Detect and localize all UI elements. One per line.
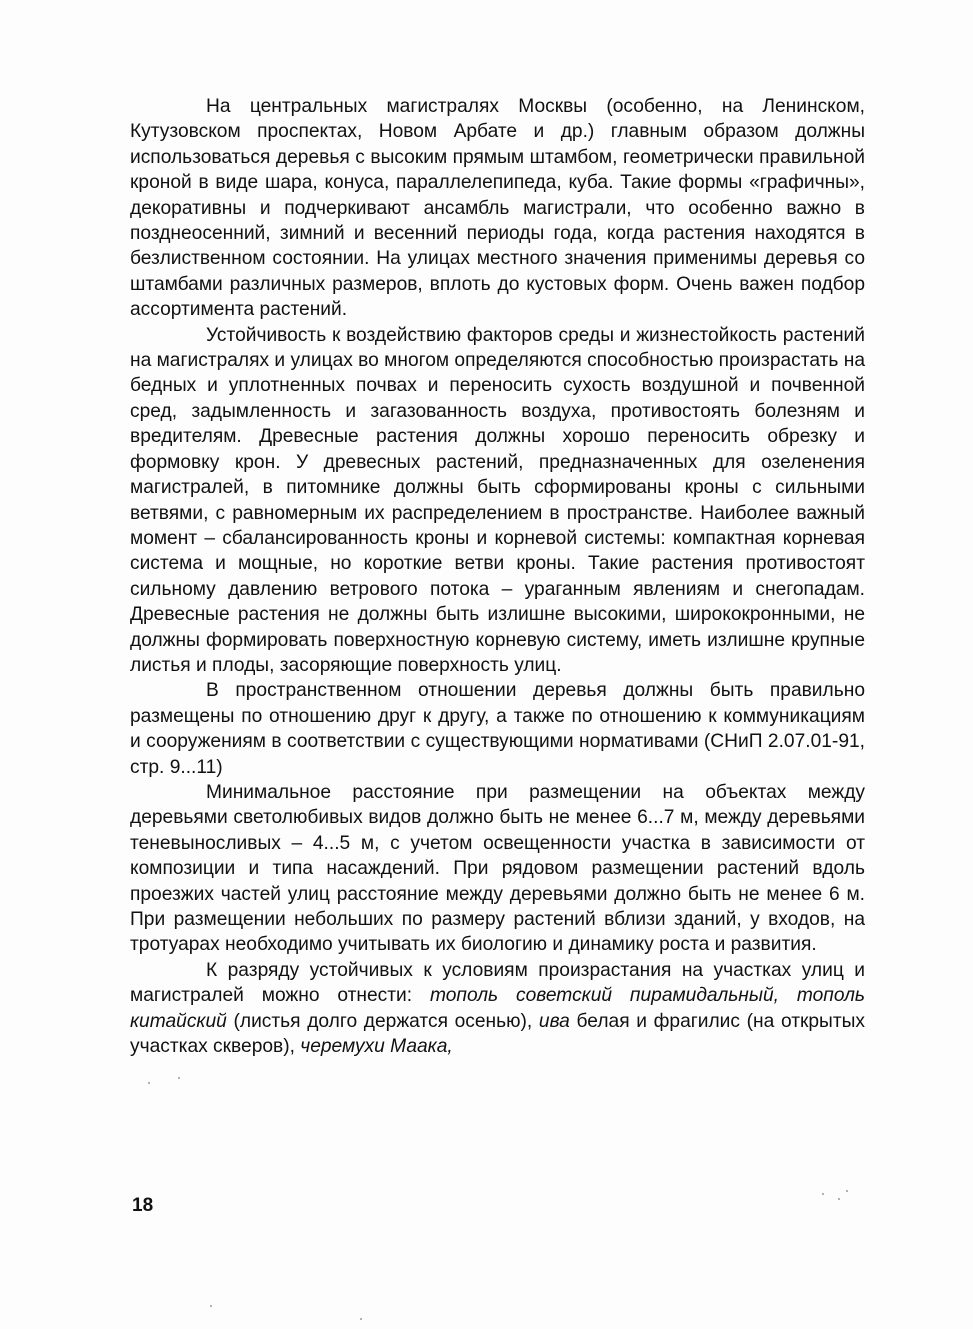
species-willow: ива	[538, 1010, 570, 1032]
paragraph-resistance: Устойчивость к воздействию факторов среды и жизнестойкость растений на магистралях и улицах во многом определяются способностью произрастать на бедных и уплотненных почвах и переносить сухость воздушной и почвенной сред, задымленность и загазованность воздуха, противостоять болезням и вредителям. Древесные растения должны хорошо переносить обрезку и формовку крон. У древесных растений, предназначенных для озеленения магистралей, в питомнике должны быть сформированы кроны с сильными ветвями, с равномерным их распределением в пространстве. Наиболее важный момент – сбалансированность кроны и корневой системы: компактная корневая система и мощные, но короткие ветви кроны. Такие растения противостоят сильному давлению ветрового потока – ураганным явлениям и снегопадам. Древесные растения не должны быть излишне высокими, ширококронными, не должны формировать поверхностную корневую систему, иметь излишне крупные листья и плоды, засоряющие поверхность улиц.	[130, 324, 865, 676]
species-intro-text: К разряду устойчивых к условиям произрастания на участках улиц и магистралей можно отнести:	[130, 959, 865, 1007]
species-bird-cherry: черемухи Маака,	[300, 1036, 453, 1058]
species-note-1: (листья долго держатся осенью),	[226, 1010, 539, 1032]
scan-speck	[178, 1077, 180, 1079]
species-poplars: тополь советский пирамидальный, тополь китайский	[130, 985, 865, 1032]
scan-speck	[846, 1190, 848, 1192]
scan-speck	[210, 1305, 212, 1307]
scan-speck	[360, 1318, 362, 1320]
paragraph-resistant-species	[130, 958, 865, 1060]
body-text	[130, 94, 865, 1059]
species-note-2: белая и фрагилис (на открытых участках скверов),	[130, 1010, 866, 1058]
scan-speck	[822, 1193, 824, 1195]
paragraph-spacing: В пространственном отношении деревья должны быть правильно размещены по отношению друг к другу, а также по отношению к коммуникациям и сооружениям в соответствии с существующими нормативами (СНиП 2.07.01-91, стр. 9...11)	[130, 680, 865, 778]
scan-speck	[148, 1082, 150, 1084]
paragraph-main-streets: На центральных магистралях Москвы (особенно, на Ленинском, Кутузовском проспектах, Новом Арбате и др.) главным образом должны использоваться деревья с высоким прямым штамбом, геометрически правильной кроной в виде шара, конуса, параллелепипеда, куба. Такие формы «графичны», декоративны и подчеркивают ансамбль магистрали, что особенно важно в позднеосенний, зимний и весенний периоды года, когда растения находятся в безлиственном состоянии. На улицах местного значения применимы деревья со штамбами различных размеров, вплоть до кустовых форм. Очень важен подбор ассортимента растений.	[130, 96, 865, 321]
page-number: 18	[132, 1195, 154, 1216]
scan-speck	[838, 1198, 840, 1200]
paragraph-min-distance: Минимальное расстояние при размещении на объектах между деревьями светолюбивых видов должно быть не менее 6...7 м, между деревьями теневыносливых – 4...5 м, с учетом освещенности участка в зависимости от композиции и типа насаждений. При рядовом размещении растений вдоль проезжих частей улиц расстояние между деревьями должно быть не менее 6 м. При размещении небольших по размеру растений вблизи зданий, у входов, на тротуарах необходимо учитывать их биологию и динамику роста и развития.	[130, 781, 865, 956]
